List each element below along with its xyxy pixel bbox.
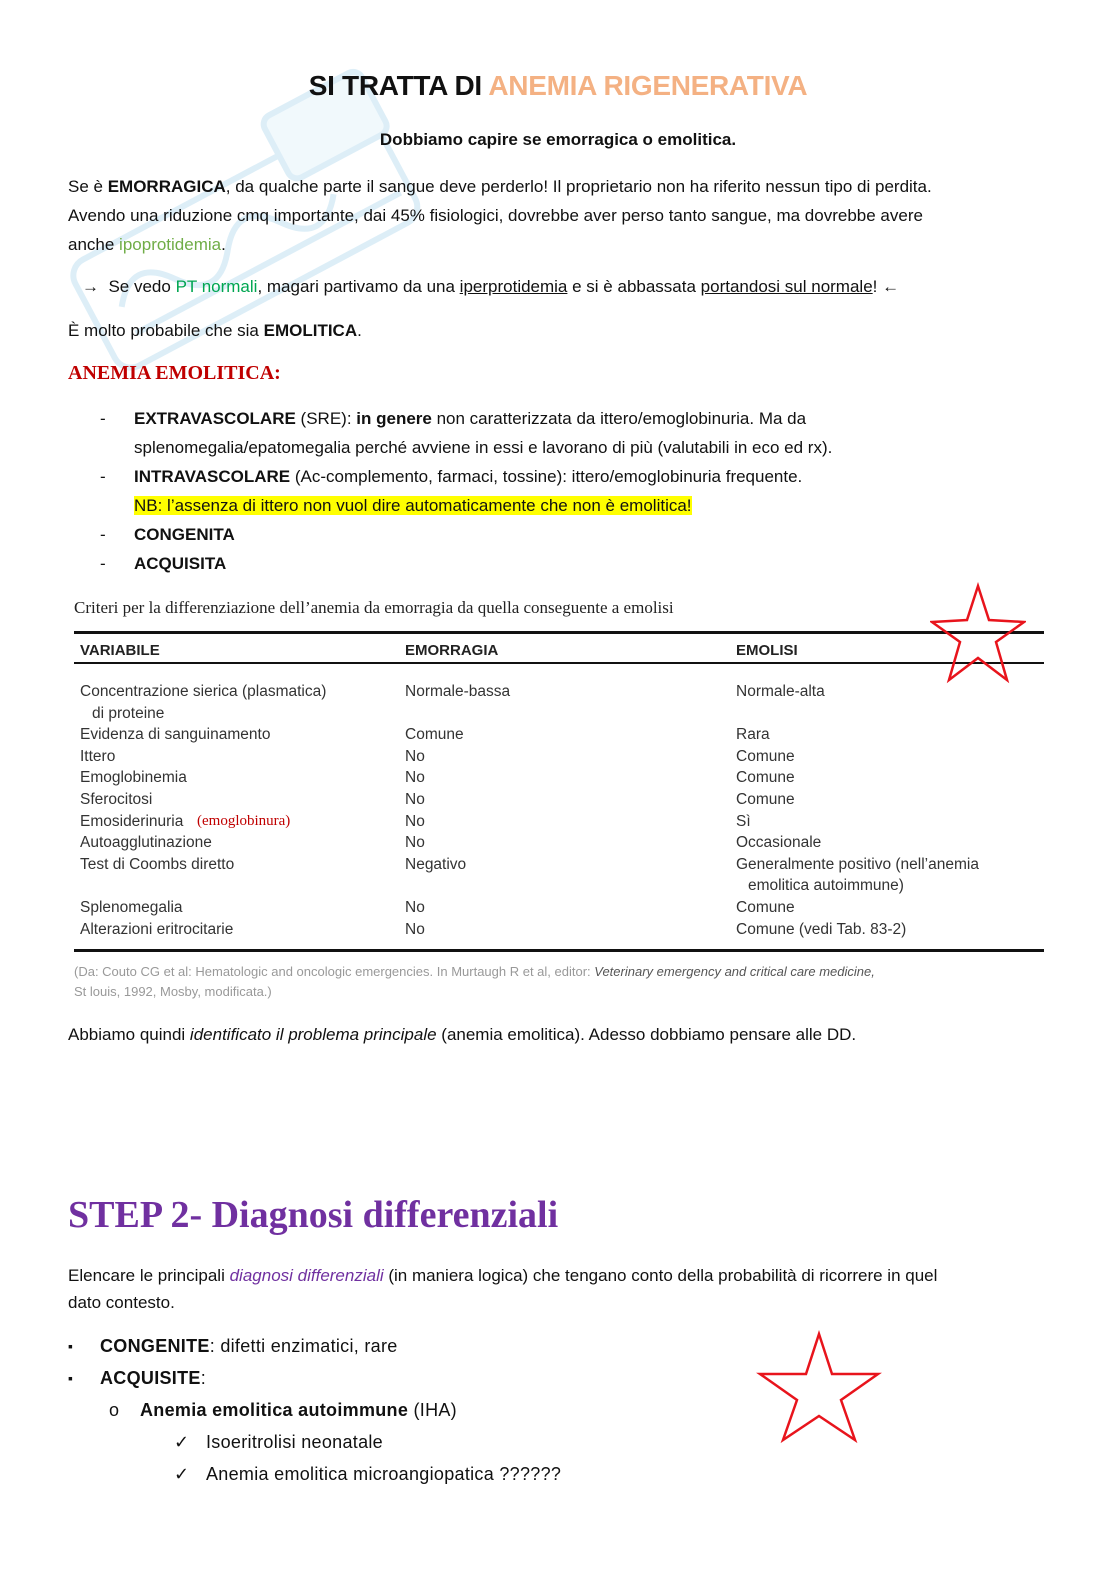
arrow-right-icon: → [82,277,99,296]
table-cell: Ittero [80,747,116,765]
list-item: - ACQUISITA [100,554,227,573]
table-cell: emolitica autoimmune) [748,877,904,895]
table-cell: Comune [736,899,795,916]
check-icon: ✓ [174,1432,190,1452]
table-cell: Rara [736,726,770,744]
list-item: - CONGENITA [100,525,235,544]
criteria-table [70,596,1046,1006]
table-cell: No [405,812,425,830]
list-item: ▪ CONGENITE: difetti enzimatici, rare [68,1336,398,1356]
intro-conclusion: È molto probabile che sia EMOLITICA. [68,321,362,340]
star-icon [756,1330,882,1444]
conclusion-line: Abbiamo quindi identificato il problema principale (anemia emolitica). Adesso dobbiamo pensare alle DD. [68,1025,857,1044]
list-item: - EXTRAVASCOLARE (SRE): in genere non caratterizzata da ittero/emoglobinuria. Ma da splenomegalia/epatomegalia perché avviene in essi e lavorano di più (valutabili in eco ed rx). [100,409,833,457]
highlighted-note: NB: l’assenza di ittero non vuol dire automaticamente che non è emolitica! [134,496,692,515]
table-cell: No [405,791,425,808]
page-subtitle: Dobbiamo capire se emorragica o emolitica. [379,130,737,149]
arrow-left-icon: ← [882,277,900,296]
table-cell: Occasionale [736,834,822,852]
table-cell: Splenomegalia [80,899,183,916]
table-cell: No [405,920,425,938]
table-cell: No [405,769,425,787]
table-rule-header [74,662,1044,664]
title-accent: ANEMIA RIGENERATIVA [488,70,808,101]
anemia-types-list [100,404,1060,578]
table-cell: Normale-bassa [405,683,511,700]
table-rule-bottom [74,949,1044,952]
list-item: - INTRAVASCOLARE (Ac-complemento, farmaci, tossine): ittero/emoglobinuria frequente. NB: l’assenza di ittero non vuol dire automaticamente che non è emolitica! [100,467,803,515]
table-cell: Autoagglutinazione [80,834,212,852]
table-cell: Comune [736,769,795,787]
check-icon: ✓ [174,1464,190,1484]
section-heading-anemia-emolitica: ANEMIA EMOLITICA: [68,362,281,384]
table-cell: Comune [405,726,464,744]
table-cell: Normale-alta [736,683,825,700]
list-item: ▪ ACQUISITE: [68,1368,207,1388]
table-cell: Generalmente positivo (nell’anemia [736,855,979,873]
table-cell: Comune (vedi Tab. 83-2) [736,920,907,938]
title-prefix: SI TRATTA DI [308,70,482,101]
table-annotation: (emoglobinura) [197,813,291,829]
table-cell: Emoglobinemia [80,769,187,787]
table-cell: Sferocitosi [80,791,153,808]
dd-list [68,1330,768,1490]
table-cell: No [405,899,425,916]
list-item: ✓ Isoeritrolisi neonatale [68,1426,768,1458]
table-cell: Evidenza di sanguinamento [80,726,271,744]
table-cell: Comune [736,747,795,765]
table-cell: Comune [736,791,795,808]
table-caption: Criteri per la differenziazione dell’anemia da emorragia da quella conseguente a emolisi [74,598,674,617]
table-cell: Emosiderinuria [80,812,184,830]
table-cell: Sì [736,812,751,830]
table-cell: di proteine [92,704,165,722]
table-cell: No [405,747,425,765]
list-item: o Anemia emolitica autoimmune (IHA) [109,1400,457,1420]
table-cell: Alterazioni eritrocitarie [80,920,234,938]
table-cell: Negativo [405,855,467,873]
table-cell: Concentrazione sierica (plasmatica) [80,683,327,700]
table-cell: No [405,834,425,852]
list-item: ✓ Anemia emolitica microangiopatica ?????? [68,1458,768,1490]
table-cell: Test di Coombs diretto [80,855,235,873]
intro-arrow-line: → Se vedo PT normali, magari partivamo da una iperprotidemia e si è abbassata portandosi sul normale! ← [82,277,900,296]
table-header-emolisi: EMOLISI [736,642,798,659]
step2-intro: Elencare le principali diagnosi differenziali (in maniera logica) che tengano conto della probabilità di ricorrere in quel dato contesto. [68,1266,938,1312]
page-title [0,70,1116,102]
table-rule-top [74,631,1044,634]
star-icon [930,582,1026,684]
step2-heading: STEP 2- Diagnosi differenziali [68,1194,559,1236]
intro-paragraph: Se è EMORRAGICA, da qualche parte il sangue deve perderlo! Il proprietario non ha riferito nessun tipo di perdita. Avendo una riduzione cmq importante, dai 45% fisiologici, dovrebbe aver perso tanto sangue, ma dovrebbe avere anche ipoprotidemia. [68,177,932,254]
table-header-variabile: VARIABILE [80,642,160,659]
table-header-emorragia: EMORRAGIA [405,642,499,659]
table-source: (Da: Couto CG et al: Hematologic and oncologic emergencies. In Murtaugh R et al, editor: Veterinary emergency and critical care medicine, St louis, 1992, Mosby, modificata.) [74,964,875,999]
